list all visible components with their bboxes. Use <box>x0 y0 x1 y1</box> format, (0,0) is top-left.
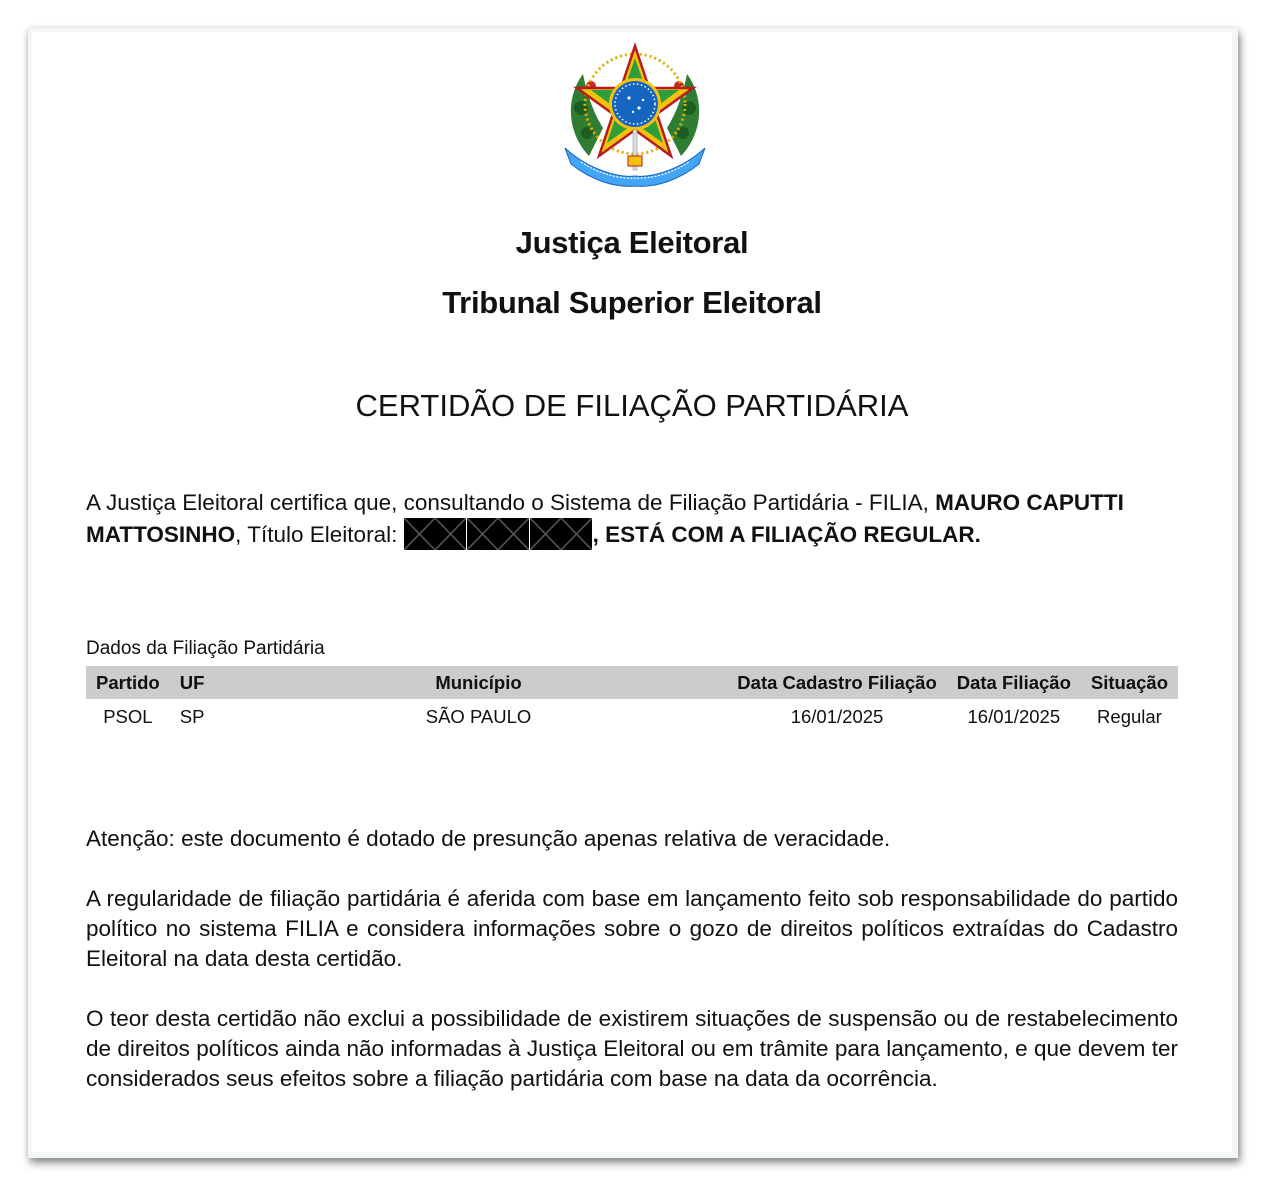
document-sheet <box>32 32 1232 1152</box>
cell-uf: SP <box>179 706 205 727</box>
scope-note: O teor desta certidão não exclui a possibilidade de existirem situações de suspensão ou de restabelecimento de direitos políticos ainda não informadas à Justiça Eleitoral ou em trâmite para lançamento, e que devem ter considerados seus efeitos sobre a filiação partidária com base na data da ocorrência. <box>86 1006 1178 1091</box>
certification-text-voter-id-label: , Título Eleitoral: <box>235 522 404 547</box>
cell-situacao: Regular <box>1097 706 1162 727</box>
certification-paragraph <box>86 488 1136 550</box>
redaction-box <box>404 518 466 550</box>
column-header-partido: Partido <box>86 666 170 699</box>
institution-heading: Justiça Eleitoral <box>515 225 749 260</box>
table-row <box>86 699 1178 735</box>
voter-id-redaction <box>404 522 593 547</box>
regularity-note: A regularidade de filiação partidária é aferida com base em lançamento feito sob responsabilidade do partido político no sistema FILIA e considera informações sobre o gozo de direitos políticos extraídas do Cadastro Eleitoral na data desta certidão. <box>86 886 1178 971</box>
redaction-box <box>467 518 529 550</box>
cell-partido: PSOL <box>103 706 153 727</box>
column-header-situacao: Situação <box>1081 666 1178 699</box>
holder-name: MAURO CAPUTTI MATTOSINHO <box>86 490 1124 547</box>
attention-note: Atenção: este documento é dotado de presunção apenas relativa de veracidade. <box>86 826 891 851</box>
affiliation-section-label: Dados da Filiação Partidária <box>86 638 325 659</box>
document-title: CERTIDÃO DE FILIAÇÃO PARTIDÁRIA <box>355 388 909 423</box>
cell-data-filiacao: 16/01/2025 <box>967 706 1061 727</box>
certification-text-lead: A Justiça Eleitoral certifica que, consultando o Sistema de Filiação Partidária - FILIA, <box>86 490 936 515</box>
coat-of-arms-emblem <box>559 38 711 188</box>
document-page <box>28 28 1238 1158</box>
table-header-row <box>86 666 1178 699</box>
cell-data-cadastro: 16/01/2025 <box>790 706 884 727</box>
column-header-uf: UF <box>170 666 230 699</box>
column-header-data-filiacao: Data Filiação <box>947 666 1081 699</box>
affiliation-status-statement: , ESTÁ COM A FILIAÇÃO REGULAR. <box>592 522 981 547</box>
cell-municipio: SÃO PAULO <box>425 706 532 727</box>
column-header-municipio: Município <box>230 666 728 699</box>
column-header-data-cadastro: Data Cadastro Filiação <box>727 666 946 699</box>
redaction-box <box>530 518 592 550</box>
affiliation-table <box>86 666 1178 735</box>
court-heading: Tribunal Superior Eleitoral <box>442 285 822 320</box>
